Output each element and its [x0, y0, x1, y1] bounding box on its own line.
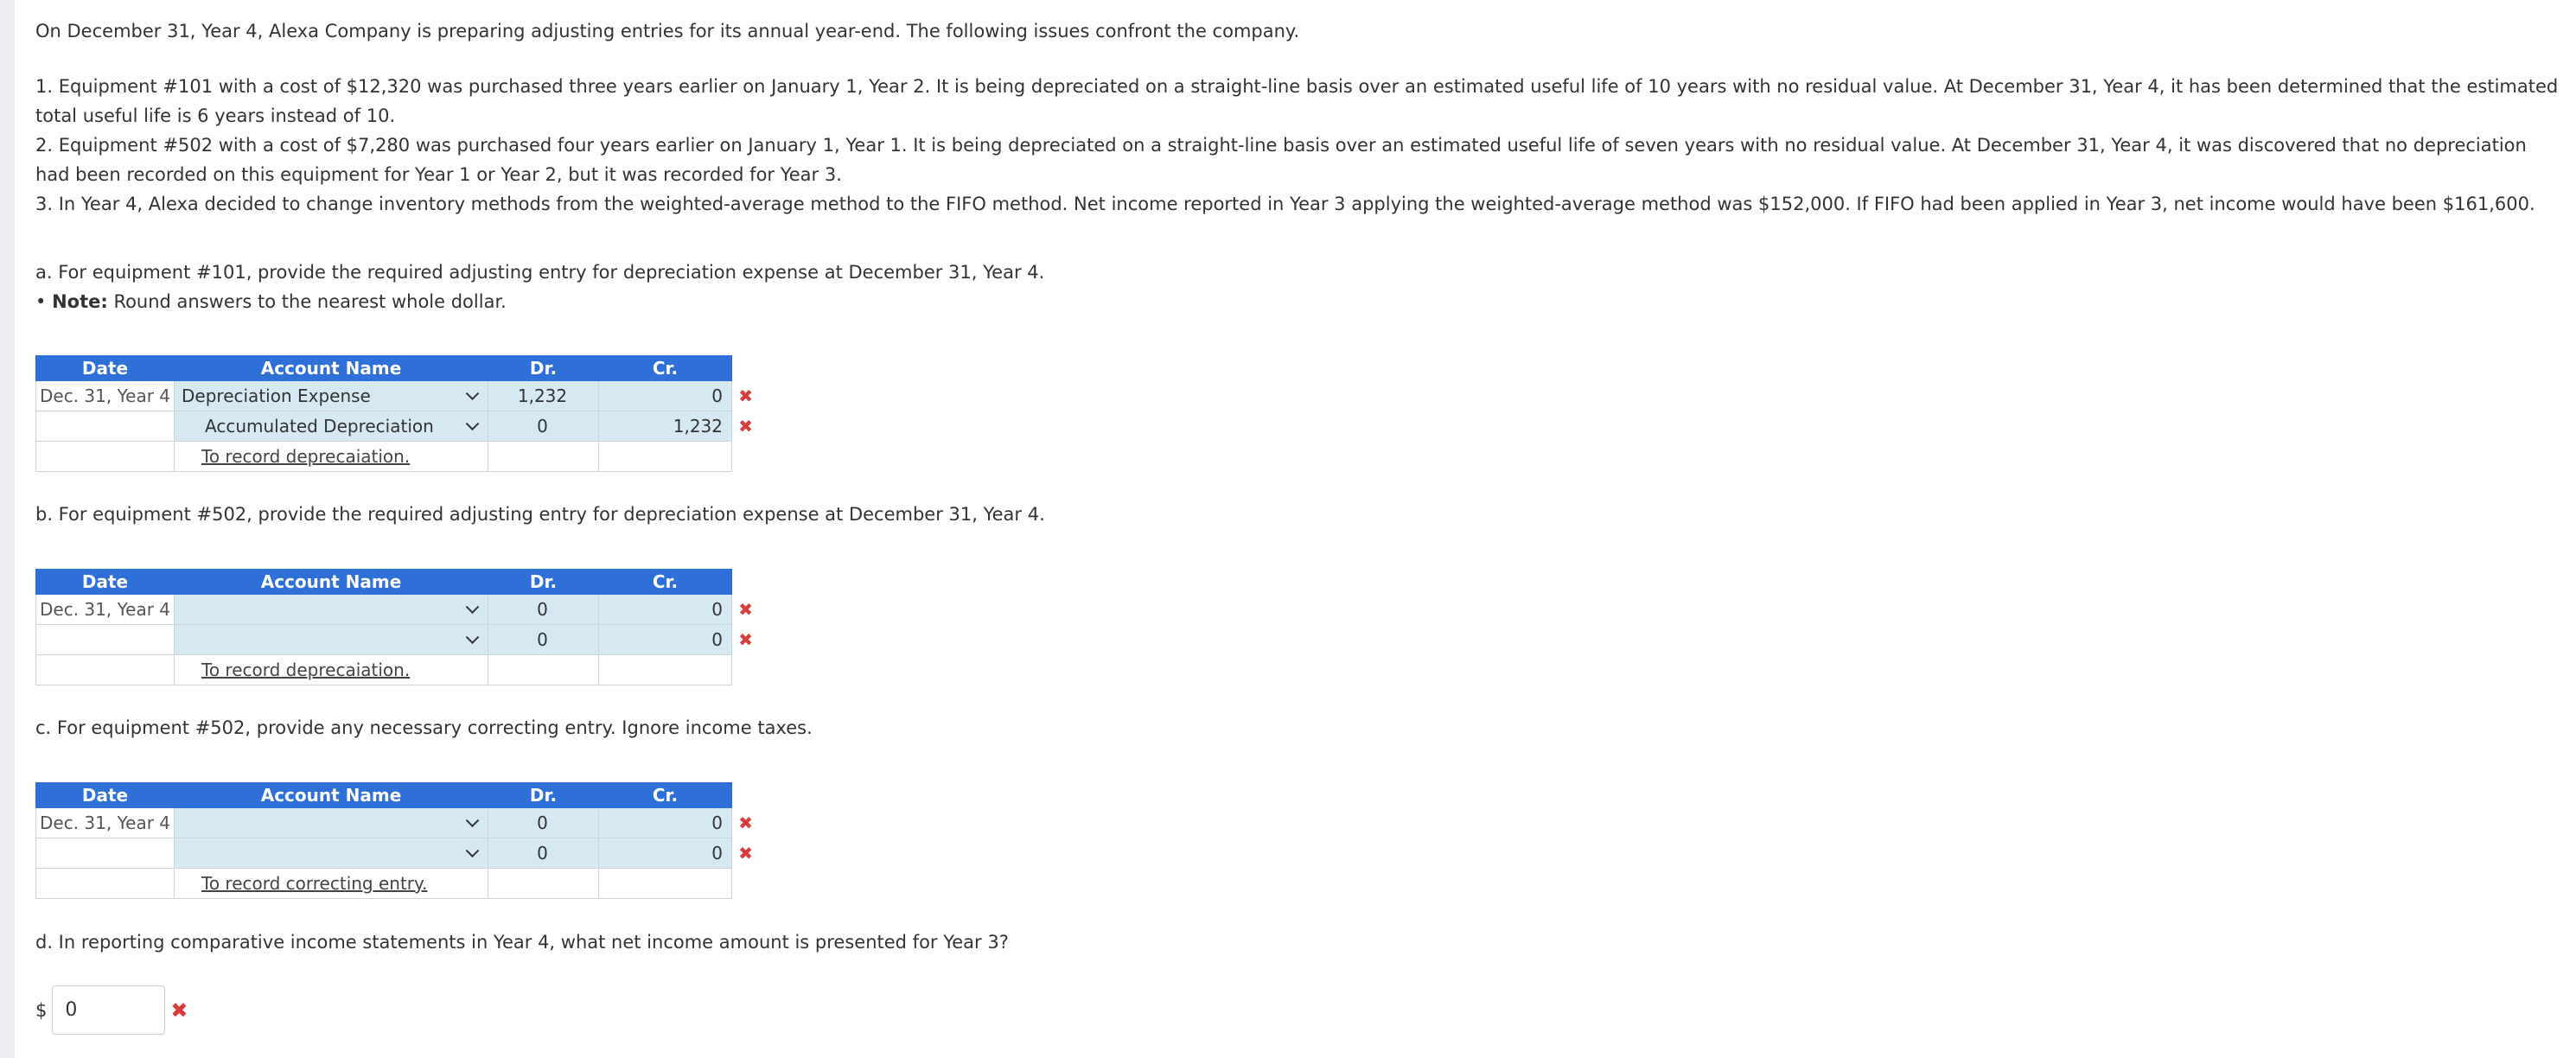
debit-header: Dr. — [488, 570, 599, 595]
incorrect-x-icon: ✖ — [738, 386, 754, 406]
table-row — [36, 381, 732, 411]
credit-value: 0 — [711, 386, 724, 406]
memo-cr-blank — [599, 869, 732, 899]
table-row — [36, 655, 732, 685]
entry-date: Dec. 31, Year 4 — [36, 595, 175, 625]
debit-input-2[interactable]: 0 — [488, 625, 599, 655]
table-row — [36, 808, 732, 838]
credit-header: Cr. — [599, 783, 732, 808]
chevron-down-icon — [466, 630, 480, 644]
memo-dr-blank — [488, 869, 599, 899]
account-name-header: Account Name — [175, 356, 488, 381]
memo-text: To record correcting entry. — [201, 873, 428, 894]
table-header-row — [36, 570, 732, 595]
account-value: Accumulated Depreciation — [205, 416, 434, 437]
credit-value: 0 — [711, 813, 724, 833]
intro-text: On December 31, Year 4, Alexa Company is preparing adjusting entries for its annual year-end. The following issues confront the company. — [35, 21, 1300, 41]
answer-d-group — [35, 985, 188, 1035]
memo-text: To record deprecaiation. — [201, 660, 411, 680]
account-select-1[interactable] — [175, 595, 488, 625]
table-row — [36, 625, 732, 655]
chevron-down-icon — [466, 417, 480, 430]
note-label: Note: — [52, 291, 108, 312]
question-a-text: a. For equipment #101, provide the required adjusting entry for depreciation expense at December 31, Year 4. — [35, 262, 1045, 283]
entry-date-blank — [36, 838, 175, 869]
credit-value: 1,232 — [673, 416, 724, 437]
credit-value: 0 — [711, 843, 724, 864]
table-row — [36, 442, 732, 472]
debit-header: Dr. — [488, 356, 599, 381]
account-select-2[interactable] — [175, 625, 488, 655]
credit-value: 0 — [711, 599, 724, 620]
question-c-text: c. For equipment #502, provide any necessary correcting entry. Ignore income taxes. — [35, 717, 813, 738]
credit-header: Cr. — [599, 356, 732, 381]
table-row — [36, 411, 732, 442]
memo-cr-blank — [599, 442, 732, 472]
credit-input-2[interactable] — [599, 411, 754, 442]
chevron-down-icon — [466, 813, 480, 827]
memo-date-blank — [36, 655, 175, 685]
chevron-down-icon — [466, 844, 480, 857]
account-name-header: Account Name — [175, 570, 488, 595]
question-b-text: b. For equipment #502, provide the required adjusting entry for depreciation expense at December 31, Year 4. — [35, 504, 1045, 525]
incorrect-x-icon: ✖ — [738, 416, 754, 437]
entry-date-blank — [36, 411, 175, 442]
credit-input-2[interactable] — [599, 625, 754, 655]
table-row — [36, 595, 732, 625]
account-select-1[interactable] — [175, 808, 488, 838]
memo-date-blank — [36, 442, 175, 472]
incorrect-x-icon: ✖ — [738, 599, 754, 620]
note-text: Round answers to the nearest whole dollar. — [113, 291, 507, 312]
currency-symbol: $ — [35, 999, 48, 1021]
memo-cell — [175, 655, 488, 685]
journal-table-c — [35, 782, 754, 899]
memo-dr-blank — [488, 442, 599, 472]
memo-dr-blank — [488, 655, 599, 685]
debit-input-1[interactable]: 0 — [488, 808, 599, 838]
credit-input-2[interactable] — [599, 838, 754, 869]
debit-header: Dr. — [488, 783, 599, 808]
debit-input-2[interactable]: 0 — [488, 838, 599, 869]
question-d-text: d. In reporting comparative income statements in Year 4, what net income amount is presented for Year 3? — [35, 932, 1009, 953]
account-select-1[interactable] — [175, 381, 488, 411]
credit-input-1[interactable] — [599, 381, 754, 411]
issue-1: 1. Equipment #101 with a cost of $12,320 was purchased three years earlier on January 1, Year 2. It is being depreciated on a straight-line basis over an estimated useful life of 10 years with no residual value. At December 31, Year 4, it has been determined that the estimated total useful life is 6 years instead of 10. — [35, 76, 2559, 126]
debit-input-1[interactable]: 0 — [488, 595, 599, 625]
left-sidebar-strip — [0, 0, 15, 1058]
memo-date-blank — [36, 869, 175, 899]
table-header-row — [36, 783, 732, 808]
incorrect-x-icon: ✖ — [738, 629, 754, 650]
entry-date: Dec. 31, Year 4 — [36, 381, 175, 411]
table-header-row — [36, 356, 732, 381]
debit-input-1[interactable]: 1,232 — [488, 381, 599, 411]
memo-cell — [175, 869, 488, 899]
table-row — [36, 838, 732, 869]
memo-text: To record deprecaiation. — [201, 446, 411, 467]
account-name-header: Account Name — [175, 783, 488, 808]
chevron-down-icon — [466, 600, 480, 614]
credit-input-1[interactable] — [599, 595, 754, 625]
memo-cr-blank — [599, 655, 732, 685]
credit-header: Cr. — [599, 570, 732, 595]
account-value: Depreciation Expense — [182, 386, 371, 406]
issue-3: 3. In Year 4, Alexa decided to change inventory methods from the weighted-average method to the FIFO method. Net income reported in Year 3 applying the weighted-average method was $152,000. If FIFO had been applied in Year 3, net income would have been $161,600. — [35, 194, 2535, 214]
account-select-2[interactable] — [175, 411, 488, 442]
incorrect-x-icon: ✖ — [738, 843, 754, 864]
entry-date: Dec. 31, Year 4 — [36, 808, 175, 838]
credit-value: 0 — [711, 629, 724, 650]
debit-input-2[interactable]: 0 — [488, 411, 599, 442]
net-income-input[interactable] — [52, 985, 165, 1035]
journal-table-b — [35, 569, 754, 685]
question-a-block — [35, 258, 2560, 316]
memo-cell — [175, 442, 488, 472]
account-select-2[interactable] — [175, 838, 488, 869]
date-header: Date — [36, 356, 175, 381]
rounding-note: • Note: Round answers to the nearest whole dollar. — [35, 291, 507, 312]
entry-date-blank — [36, 625, 175, 655]
table-row — [36, 869, 732, 899]
date-header: Date — [36, 783, 175, 808]
credit-input-1[interactable] — [599, 808, 754, 838]
incorrect-x-icon: ✖ — [738, 813, 754, 833]
chevron-down-icon — [466, 386, 480, 400]
incorrect-x-icon: ✖ — [170, 997, 188, 1023]
journal-table-a — [35, 355, 754, 472]
issue-2: 2. Equipment #502 with a cost of $7,280 was purchased four years earlier on January 1, Year 1. It is being depreciated on a straight-line basis over an estimated useful life of seven years with no residual value. At December 31, Year 4, it was discovered that no depreciation had been recorded on this equipment for Year 1 or Year 2, but it was recorded for Year 3. — [35, 135, 2527, 185]
issues-list — [35, 72, 2560, 219]
date-header: Date — [36, 570, 175, 595]
